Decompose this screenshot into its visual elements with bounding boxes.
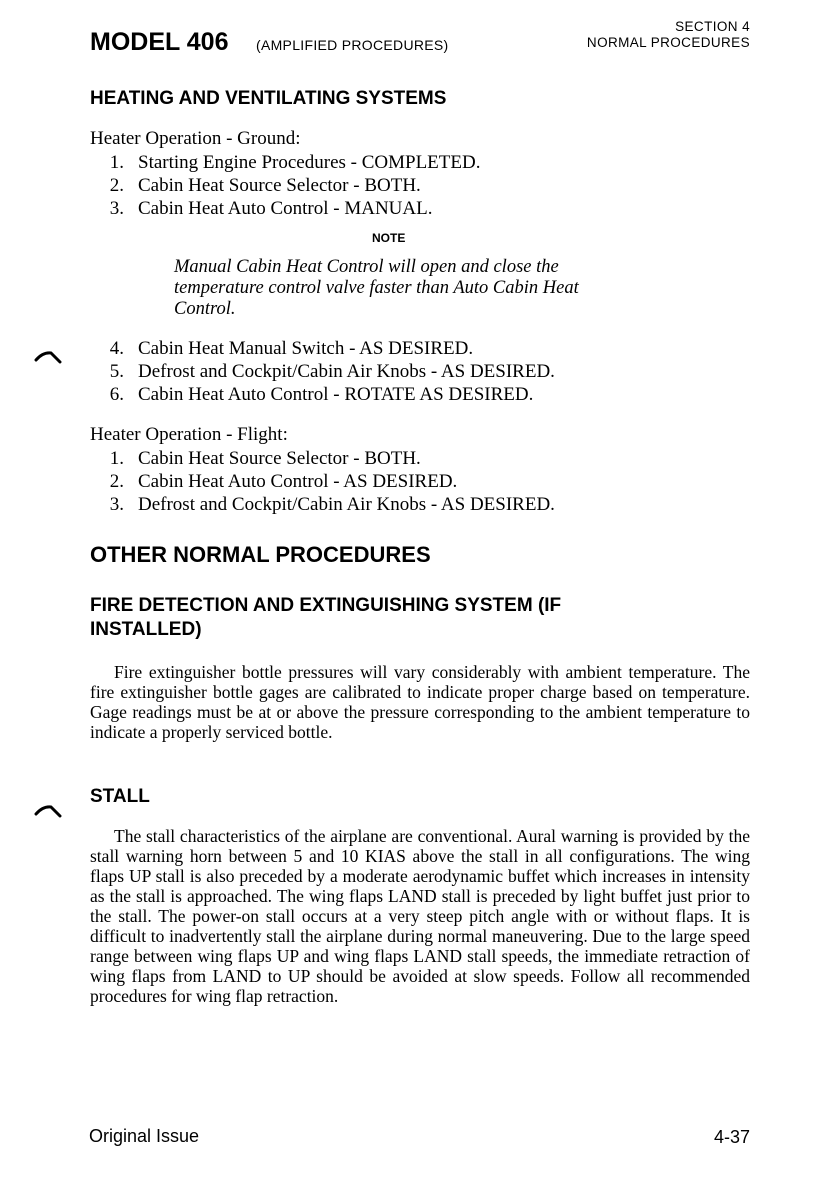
fire-text: Fire extinguisher bottle pressures will vary considerably with ambient temperature. The fire extinguisher bottle gages are calibrated to indicate proper charge based on temperature. Gage readings must be at or above the pressure corresponding to the ambient temperature to indicate a properly serviced bottle.	[90, 662, 750, 742]
heating-heading: HEATING AND VENTILATING SYSTEMS	[90, 88, 447, 109]
ground-title: Heater Operation - Ground:	[90, 128, 301, 149]
fire-heading-line-2: INSTALLED)	[90, 619, 202, 640]
step-number: 2.	[109, 175, 124, 196]
fire-heading	[90, 594, 561, 642]
step-text: Cabin Heat Manual Switch - AS DESIRED.	[138, 338, 474, 359]
footer-issue: Original Issue	[89, 1126, 200, 1146]
model-title: MODEL 406	[90, 28, 229, 56]
step-number: 3.	[109, 198, 124, 219]
step-text: Starting Engine Procedures - COMPLETED.	[138, 152, 481, 173]
section-title: NORMAL PROCEDURES	[586, 35, 750, 50]
step-number: 5.	[109, 361, 124, 382]
section-label	[587, 19, 750, 51]
section-number: SECTION 4	[675, 19, 750, 34]
step-number: 1.	[109, 448, 124, 469]
step-text: Cabin Heat Source Selector - BOTH.	[138, 175, 421, 196]
page-number: 4-37	[713, 1127, 750, 1147]
note-label: NOTE	[372, 231, 406, 245]
change-bar-icon	[34, 802, 64, 824]
stall-paragraph	[90, 826, 750, 1006]
stall-heading: STALL	[90, 786, 150, 807]
step-text: Cabin Heat Auto Control - ROTATE AS DESIRED.	[138, 384, 534, 405]
step-text: Cabin Heat Auto Control - AS DESIRED.	[138, 471, 458, 492]
stall-text: The stall characteristics of the airplane are conventional. Aural warning is provided by the stall warning horn between 5 and 10 KIAS above the stall in all configurations. The wing flaps UP stall is also preceded by a moderate aerodynamic buffet which increases in intensity as the stall is approached. The wing flaps LAND stall is preceded by light buffet just prior to the stall. The power-on stall occurs at a very steep pitch angle with or without flaps. It is difficult to inadvertently stall the airplane during normal maneuvering. Due to the large speed range between wing flaps UP and wing flaps LAND stall speeds, the immediate retraction of wing flaps from LAND to UP should be avoided at slow speeds. Follow all recommended procedures for wing flap retraction.	[90, 826, 750, 1006]
fire-heading-line-1: FIRE DETECTION AND EXTINGUISHING SYSTEM (IF	[90, 595, 562, 616]
step-text: Defrost and Cockpit/Cabin Air Knobs - AS DESIRED.	[138, 494, 555, 515]
step-number: 1.	[109, 152, 124, 173]
step-text: Defrost and Cockpit/Cabin Air Knobs - AS DESIRED.	[138, 361, 555, 382]
step-text: Cabin Heat Source Selector - BOTH.	[138, 448, 421, 469]
step-number: 4.	[109, 338, 124, 359]
step-number: 3.	[109, 494, 124, 515]
change-bar-icon	[34, 347, 64, 369]
step-text: Cabin Heat Auto Control - MANUAL.	[138, 198, 433, 219]
step-number: 6.	[109, 384, 124, 405]
note-text: Manual Cabin Heat Control will open and close the temperature control valve faster than Auto Cabin Heat Control.	[174, 257, 579, 319]
flight-title: Heater Operation - Flight:	[90, 424, 288, 445]
step-number: 2.	[109, 471, 124, 492]
header-subtitle: (AMPLIFIED PROCEDURES)	[256, 37, 449, 53]
other-procedures-heading: OTHER NORMAL PROCEDURES	[90, 542, 431, 567]
fire-paragraph	[90, 662, 750, 742]
